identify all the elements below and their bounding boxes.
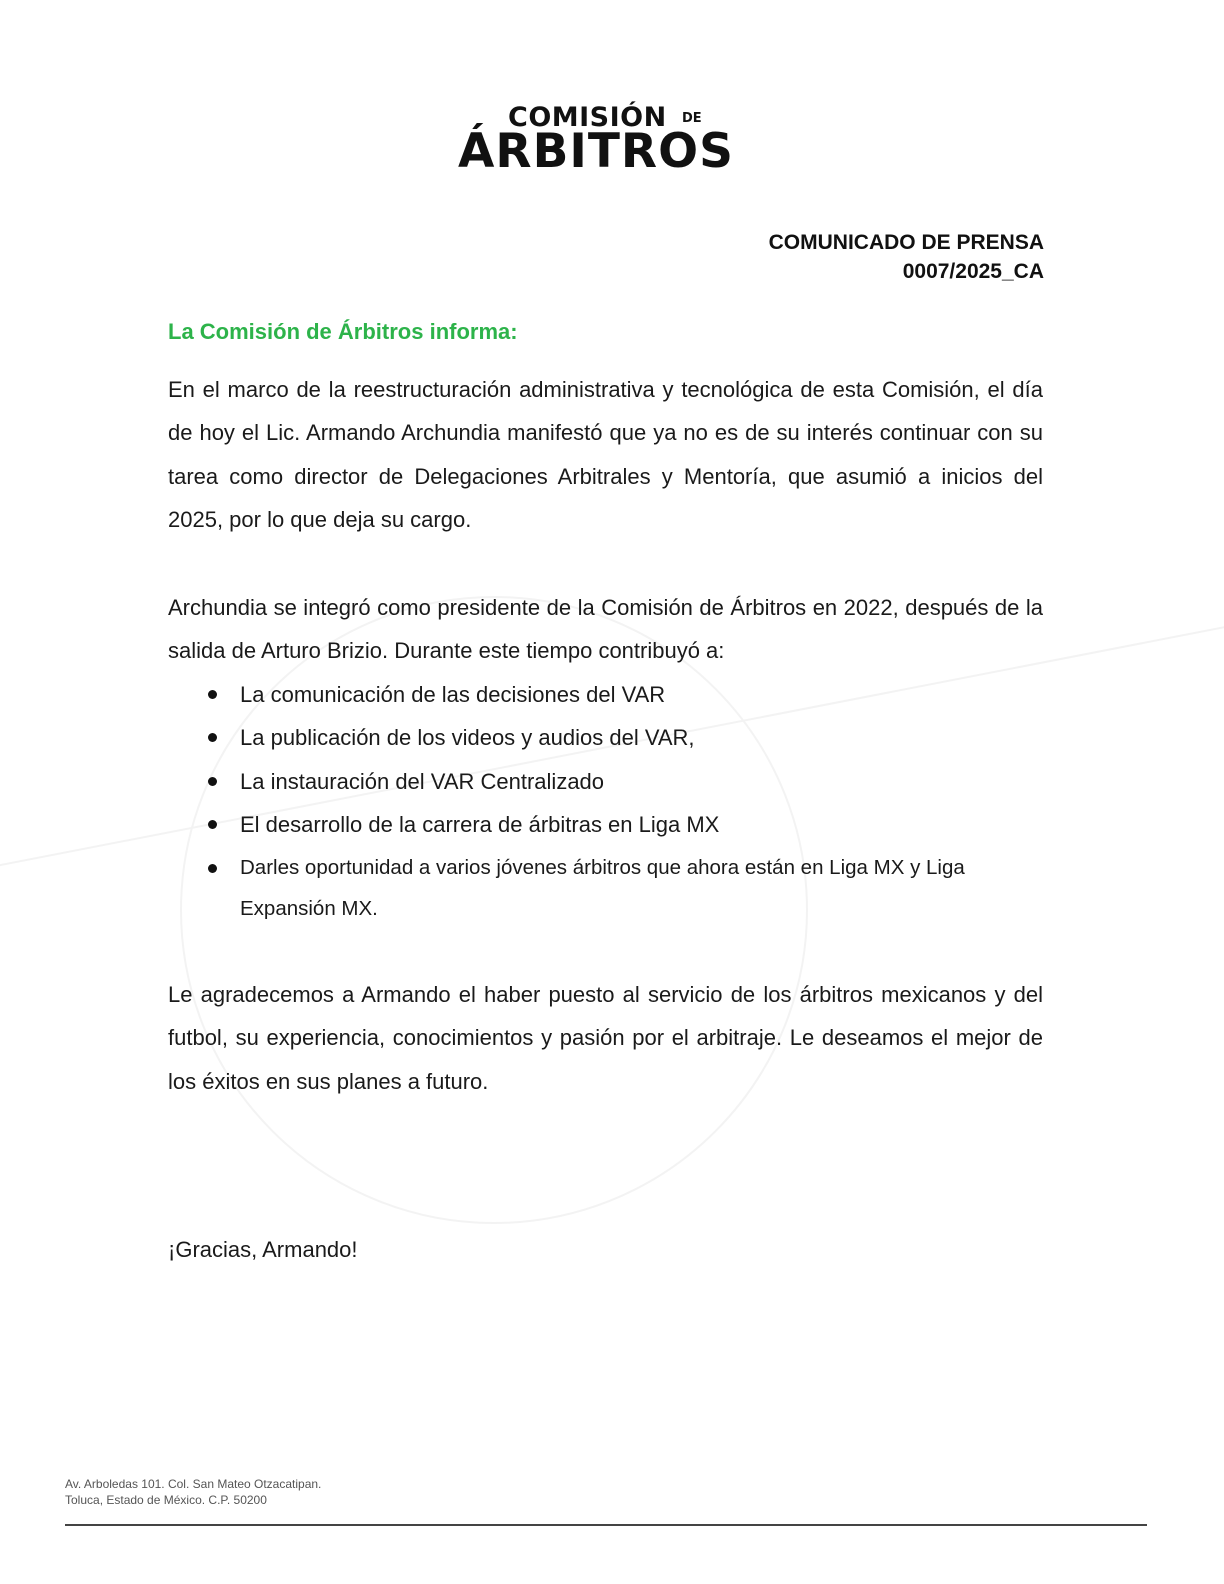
closing-text: ¡Gracias, Armando! [168, 1237, 358, 1262]
logo-line2: ÁRBITROS [458, 124, 734, 179]
footer-divider [65, 1524, 1147, 1526]
paragraph-3: Le agradecemos a Armando el haber puesto al servicio de los árbitros mexicanos y del futbol, su experiencia, conocimientos y pasión por el arbitraje. Le deseamos el mejor de los éxitos en sus planes a futuro. [168, 981, 1043, 1094]
press-title: COMUNICADO DE PRENSA [768, 231, 1044, 254]
press-number: 0007/2025_CA [902, 260, 1044, 283]
bullet-icon [208, 820, 217, 829]
footer-address [65, 1476, 321, 1508]
intro-heading: La Comisión de Árbitros informa: [168, 319, 518, 344]
list-item [168, 673, 1043, 717]
list-item [168, 847, 1043, 929]
paragraph-2: Archundia se integró como presidente de la Comisión de Árbitros en 2022, después de la salida de Arturo Brizio. Durante este tiempo contribuyó a: [168, 594, 1043, 663]
list-item-text: La comunicación de las decisiones del VAR [240, 681, 666, 707]
spacer [168, 929, 1043, 973]
list-item-text: La instauración del VAR Centralizado [240, 768, 605, 794]
list-item [168, 760, 1043, 804]
contributions-list [168, 673, 1043, 929]
paragraph-1: En el marco de la reestructuración administrativa y tecnológica de esta Comisión, el día de hoy el Lic. Armando Archundia manifestó que ya no es de su interés continuar con su tarea como director de Delegaciones Arbitrales y Mentoría, que asumió a inicios del 2025, por lo que deja su cargo. [168, 376, 1043, 532]
list-item-text: La publicación de los videos y audios del VAR, [240, 725, 695, 750]
bullet-icon [208, 864, 217, 873]
bullet-icon [208, 777, 217, 786]
press-header [769, 228, 1044, 286]
logo [458, 96, 758, 179]
list-item [168, 803, 1043, 847]
list-item-text: El desarrollo de la carrera de árbitras en Liga MX [240, 812, 720, 837]
logo-de: DE [682, 111, 702, 126]
list-item [168, 716, 1043, 760]
logo-line1: COMISIÓN [508, 102, 667, 133]
footer-address-line2: Toluca, Estado de México. C.P. 50200 [65, 1493, 267, 1507]
bullet-icon [208, 733, 217, 742]
bullet-icon [208, 690, 217, 699]
list-item-text: Darles oportunidad a varios jóvenes árbitros que ahora están en Liga MX y Liga Expansión MX. [240, 855, 965, 920]
document-body [168, 310, 1043, 1103]
spacer [168, 542, 1043, 586]
footer-address-line1: Av. Arboledas 101. Col. San Mateo Otzacatipan. [65, 1477, 322, 1491]
